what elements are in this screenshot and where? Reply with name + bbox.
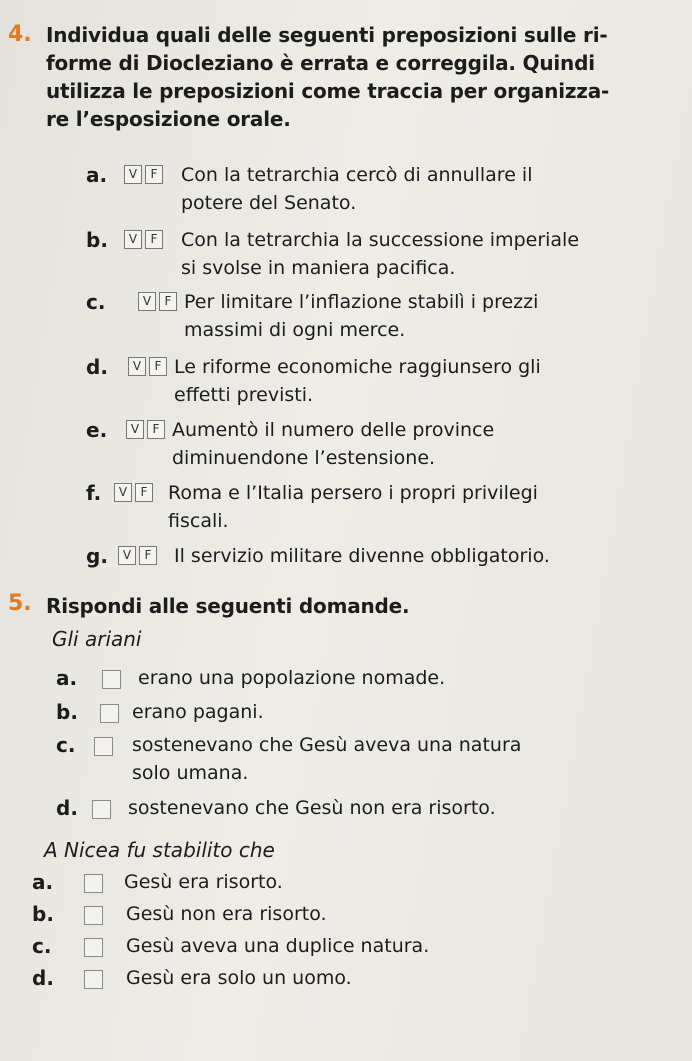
option-text: Gesù non era risorto. (126, 903, 327, 925)
vf-boxes (128, 357, 167, 376)
item-letter: g. (86, 544, 108, 568)
item-line: Per limitare l’inflazione stabilì i prezzi (184, 291, 539, 313)
item-line: Il servizio militare divenne obbligatorio. (174, 545, 550, 567)
item-line: Roma e l’Italia persero i propri privilegi (168, 482, 538, 504)
answer-checkbox[interactable] (84, 970, 103, 989)
false-checkbox[interactable]: F (149, 357, 167, 376)
true-checkbox[interactable]: V (124, 165, 142, 184)
option-text: erano pagani. (132, 701, 264, 723)
false-checkbox[interactable]: F (147, 420, 165, 439)
item-text (168, 481, 678, 533)
item-text (174, 544, 684, 568)
item-line: fiscali. (168, 510, 229, 532)
instruction-line: Individua quali delle seguenti preposizioni sulle ri- (46, 23, 608, 47)
option-line: solo umana. (132, 762, 249, 784)
answer-checkbox[interactable] (84, 874, 103, 893)
item-line: potere del Senato. (181, 192, 357, 214)
exercise-5-instructions: Rispondi alle seguenti domande. (46, 594, 410, 618)
option-text (132, 733, 652, 785)
item-text (184, 290, 684, 342)
vf-boxes (126, 420, 165, 439)
false-checkbox[interactable]: F (135, 483, 153, 502)
item-line: si svolse in maniera pacifica. (181, 257, 456, 279)
option-line: sostenevano che Gesù aveva una natura (132, 734, 522, 756)
option-letter: c. (32, 934, 52, 958)
vf-boxes (138, 292, 177, 311)
vf-boxes (124, 165, 163, 184)
answer-checkbox[interactable] (100, 704, 119, 723)
answer-checkbox[interactable] (84, 938, 103, 957)
answer-checkbox[interactable] (94, 737, 113, 756)
item-letter: a. (86, 163, 108, 187)
item-text (181, 228, 691, 280)
true-checkbox[interactable]: V (124, 230, 142, 249)
false-checkbox[interactable]: F (139, 546, 157, 565)
instruction-line: utilizza le preposizioni come traccia per organizza- (46, 79, 610, 103)
option-letter: a. (56, 666, 78, 690)
item-line: Con la tetrarchia la successione imperiale (181, 229, 580, 251)
true-checkbox[interactable]: V (118, 546, 136, 565)
exercise-5-number: 5. (8, 591, 32, 616)
item-line: Con la tetrarchia cercò di annullare il (181, 164, 533, 186)
vf-boxes (124, 230, 163, 249)
option-letter: a. (32, 870, 54, 894)
option-text: sostenevano che Gesù non era risorto. (128, 797, 496, 819)
option-text: Gesù era solo un uomo. (126, 967, 352, 989)
item-line: Le riforme economiche raggiunsero gli (174, 356, 541, 378)
question-heading-nicea: A Nicea fu stabilito che (44, 838, 275, 862)
false-checkbox[interactable]: F (145, 230, 163, 249)
false-checkbox[interactable]: F (159, 292, 177, 311)
option-letter: d. (56, 796, 78, 820)
vf-boxes (114, 483, 153, 502)
option-letter: b. (56, 700, 78, 724)
option-text: erano una popolazione nomade. (138, 667, 446, 689)
instruction-line: re l’esposizione orale. (46, 107, 291, 131)
item-line: diminuendone l’estensione. (172, 447, 436, 469)
item-letter: b. (86, 228, 108, 252)
item-text (174, 355, 684, 407)
item-letter: e. (86, 418, 108, 442)
question-heading-ariani: Gli ariani (52, 627, 142, 651)
vf-boxes (118, 546, 157, 565)
item-letter: f. (86, 481, 102, 505)
true-checkbox[interactable]: V (126, 420, 144, 439)
answer-checkbox[interactable] (92, 800, 111, 819)
answer-checkbox[interactable] (102, 670, 121, 689)
true-checkbox[interactable]: V (138, 292, 156, 311)
item-text (181, 163, 681, 215)
option-text: Gesù aveva una duplice natura. (126, 935, 430, 957)
option-letter: b. (32, 902, 54, 926)
false-checkbox[interactable]: F (145, 165, 163, 184)
option-text: Gesù era risorto. (124, 871, 283, 893)
item-letter: d. (86, 355, 108, 379)
option-letter: c. (56, 733, 76, 757)
answer-checkbox[interactable] (84, 906, 103, 925)
item-letter: c. (86, 290, 106, 314)
true-checkbox[interactable]: V (114, 483, 132, 502)
option-letter: d. (32, 966, 54, 990)
item-line: effetti previsti. (174, 384, 314, 406)
item-line: Aumentò il numero delle province (172, 419, 495, 441)
true-checkbox[interactable]: V (128, 357, 146, 376)
exercise-4-instructions (46, 22, 609, 132)
exercise-4-number: 4. (8, 22, 32, 47)
item-text (172, 418, 682, 470)
instruction-line: forme di Diocleziano è errata e correggila. Quindi (46, 51, 595, 75)
item-line: massimi di ogni merce. (184, 319, 406, 341)
